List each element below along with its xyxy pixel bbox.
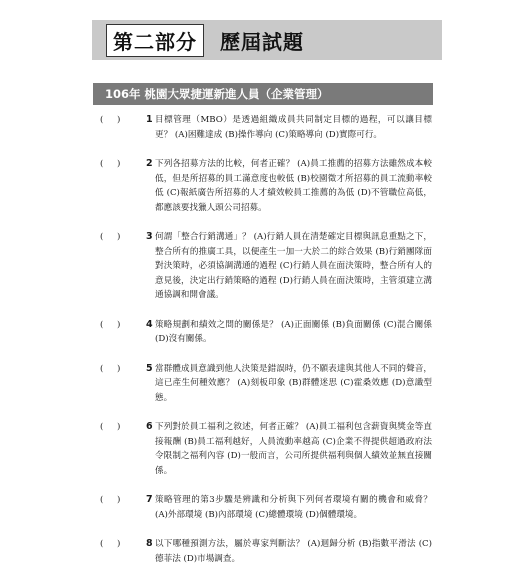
question-item <box>100 420 432 478</box>
question-number: 6 <box>146 421 153 432</box>
answer-blank: ( ) <box>100 539 121 549</box>
answer-blank: ( ) <box>100 232 121 242</box>
question-text: 何謂「整合行銷溝通」？ (A)行銷人員在清楚確定目標與訊息重點之下，整合所有的推廣工具，以便產生一加一大於二的綜合效果 (B)行銷團隊面對決策時，必須協調溝通的過程 (C)行銷人員在面決策時，整合所有人的意見後，決定出行銷策略的過程 (D)行銷人員在面決策時，主管須建立溝通協調和開會議。 <box>155 232 432 300</box>
question-number: 5 <box>146 362 153 374</box>
question-item <box>100 230 432 303</box>
answer-blank: ( ) <box>100 495 121 505</box>
section-bar <box>93 83 433 105</box>
answer-blank: ( ) <box>100 115 121 125</box>
question-item <box>100 318 432 347</box>
question-number: 3 <box>146 231 153 242</box>
question-number: 1 <box>146 114 153 125</box>
question-number: 2 <box>146 158 153 169</box>
answer-blank: ( ) <box>100 422 121 432</box>
question-text: 下列對於員工福利之敘述，何者正確？ (A)員工福利包含薪資與獎金等直接報酬 (B)員工福利越好，人員流動率越高 (C)企業不得提供超過政府法令限制之福利內容 (D)一般而言，公司所提供福利與個人績效並無直接關係。 <box>155 422 432 476</box>
question-text: 策略管理的第3步驟是辨識和分析與下列何者環境有關的機會和威脅？ (A)外部環境 (B)內部環境 (C)總體環境 (D)個體環境。 <box>155 495 432 520</box>
question-item <box>100 362 432 406</box>
question-item <box>100 113 432 142</box>
part-label: 第二部分 <box>106 24 204 57</box>
question-text: 以下哪種預測方法，屬於專家判斷法？ (A)迴歸分析 (B)指數平滑法 (C)德菲法 (D)市場調查。 <box>155 539 432 564</box>
answer-blank: ( ) <box>100 319 121 330</box>
part-title: 歷屆試題 <box>220 29 304 54</box>
question-list <box>100 113 432 581</box>
answer-blank: ( ) <box>100 159 121 169</box>
question-item <box>100 493 432 522</box>
question-text: 策略規劃和績效之間的關係是？ (A)正面關係 (B)負面關係 (C)混合關係 (D)沒有關係。 <box>155 319 432 344</box>
question-item <box>100 157 432 215</box>
answer-blank: ( ) <box>100 363 121 374</box>
question-text: 目標管理（MBO）是透過組織成員共同制定目標的過程，可以讓目標更？ (A)困難達成 (B)操作導向 (C)策略導向 (D)實際可行。 <box>155 115 432 140</box>
question-item <box>100 537 432 566</box>
question-number: 8 <box>146 538 153 549</box>
question-text: 當群體成員意識到他人決策是錯誤時，仍不願表達與其他人不同的聲音，這已產生何種效應？ (A)刻板印象 (B)群體迷思 (C)霍桑效應 (D)意識型態。 <box>155 363 432 403</box>
question-text: 下列各招募方法的比較，何者正確？ (A)員工推薦的招募方法雖然成本較低，但是所招募的員工滿意度也較低 (B)校園徵才所招募的員工流動率較低 (C)報紙廣告所招募的人才績效較員工推薦的為低 (D)不管職位高低，都應該要找獵人頭公司招募。 <box>155 159 432 213</box>
question-number: 4 <box>146 318 153 330</box>
section-title: 106年 桃園大眾捷運新進人員（企業管理） <box>105 87 329 101</box>
question-number: 7 <box>146 494 153 505</box>
chapter-header <box>92 20 442 60</box>
